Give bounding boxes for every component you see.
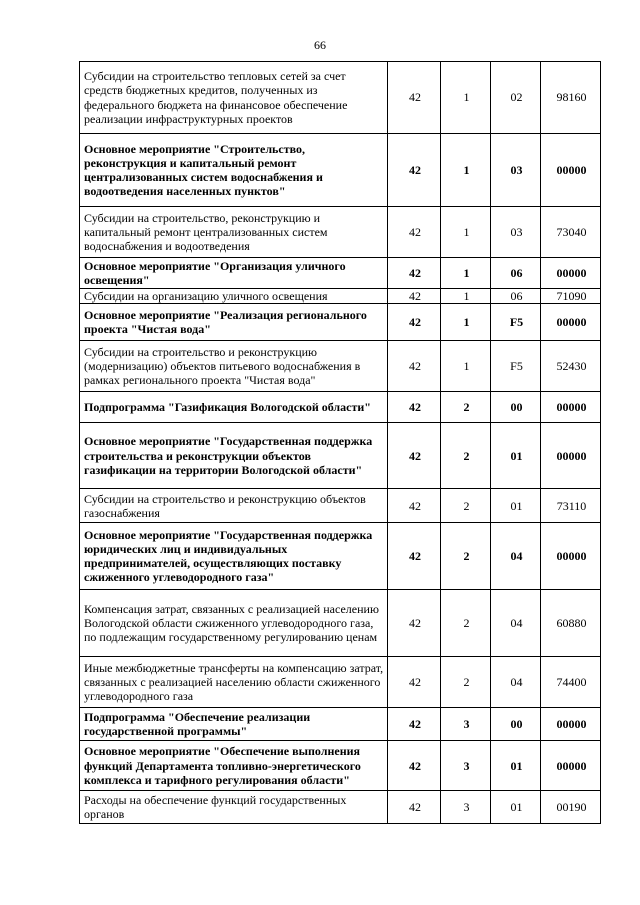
row-description: Основное мероприятие "Государственная поддержка строительства и реконструкции объектов газификации на территории Вологодской области" [80,423,388,489]
code-cell-4: 00190 [541,791,601,824]
code-cell-3: 03 [491,134,541,207]
code-cell-1: 42 [388,134,441,207]
row-description: Основное мероприятие "Обеспечение выполнения функций Департамента топливно-энергетического комплекса и тарифного регулирования области" [80,741,388,791]
code-cell-4: 71090 [541,289,601,304]
code-cell-2: 3 [441,741,491,791]
table-row [80,523,601,590]
code-cell-2: 2 [441,489,491,523]
table-row [80,741,601,791]
code-cell-4: 00000 [541,423,601,489]
table-row [80,791,601,824]
table-row [80,657,601,708]
code-cell-4: 73110 [541,489,601,523]
table-row [80,62,601,134]
code-cell-4: 00000 [541,134,601,207]
code-cell-3: 01 [491,741,541,791]
row-description: Субсидии на строительство и реконструкцию объектов газоснабжения [80,489,388,523]
code-cell-1: 42 [388,341,441,392]
code-cell-3: 06 [491,258,541,289]
row-description: Компенсация затрат, связанных с реализацией населению Вологодской области сжиженного углеводородного газа, по подлежащим государственному регулированию ценам [80,590,388,657]
row-description: Субсидии на строительство и реконструкцию (модернизацию) объектов питьевого водоснабжения в рамках регионального проекта "Чистая вода" [80,341,388,392]
budget-table [79,61,601,824]
row-description: Иные межбюджетные трансферты на компенсацию затрат, связанных с реализацией населению области сжиженного углеводородного газа [80,657,388,708]
code-cell-1: 42 [388,489,441,523]
code-cell-4: 00000 [541,708,601,741]
code-cell-2: 1 [441,289,491,304]
code-cell-3: 01 [491,489,541,523]
code-cell-4: 00000 [541,523,601,590]
code-cell-4: 73040 [541,207,601,258]
table-row [80,489,601,523]
table-row [80,708,601,741]
code-cell-3: 00 [491,392,541,423]
row-description: Субсидии на строительство, реконструкцию и капитальный ремонт централизованных систем водоснабжения и водоотведения [80,207,388,258]
code-cell-3: 00 [491,708,541,741]
table-row [80,304,601,341]
row-description: Субсидии на строительство тепловых сетей за счет средств бюджетных кредитов, полученных из федерального бюджета на финансовое обеспечение реализации инфраструктурных проектов [80,62,388,134]
code-cell-4: 74400 [541,657,601,708]
code-cell-4: 52430 [541,341,601,392]
code-cell-4: 00000 [541,741,601,791]
row-description: Основное мероприятие "Государственная поддержка юридических лиц и индивидуальных предпринимателей, осуществляющих поставку сжиженного углеводородного газа" [80,523,388,590]
code-cell-3: 04 [491,657,541,708]
row-description: Основное мероприятие "Реализация регионального проекта "Чистая вода" [80,304,388,341]
code-cell-1: 42 [388,708,441,741]
table-row [80,392,601,423]
code-cell-2: 2 [441,590,491,657]
code-cell-2: 1 [441,341,491,392]
code-cell-1: 42 [388,523,441,590]
table-row [80,207,601,258]
code-cell-1: 42 [388,590,441,657]
code-cell-1: 42 [388,657,441,708]
code-cell-1: 42 [388,289,441,304]
code-cell-4: 00000 [541,304,601,341]
table-row [80,341,601,392]
code-cell-2: 1 [441,258,491,289]
code-cell-3: 04 [491,590,541,657]
code-cell-1: 42 [388,791,441,824]
code-cell-3: 01 [491,791,541,824]
code-cell-4: 00000 [541,258,601,289]
code-cell-3: 06 [491,289,541,304]
row-description: Основное мероприятие "Организация уличного освещения" [80,258,388,289]
table-row [80,289,601,304]
code-cell-2: 1 [441,207,491,258]
code-cell-1: 42 [388,741,441,791]
row-description: Подпрограмма "Обеспечение реализации государственной программы" [80,708,388,741]
code-cell-3: 02 [491,62,541,134]
code-cell-1: 42 [388,62,441,134]
code-cell-3: 01 [491,423,541,489]
code-cell-2: 1 [441,134,491,207]
code-cell-2: 2 [441,523,491,590]
code-cell-2: 2 [441,423,491,489]
code-cell-3: 03 [491,207,541,258]
table-row [80,590,601,657]
code-cell-2: 2 [441,392,491,423]
page-number: 66 [314,38,326,52]
budget-table-body [80,62,601,824]
table-row [80,258,601,289]
code-cell-3: F5 [491,341,541,392]
row-description: Подпрограмма "Газификация Вологодской области" [80,392,388,423]
code-cell-4: 00000 [541,392,601,423]
code-cell-1: 42 [388,207,441,258]
code-cell-2: 1 [441,62,491,134]
table-row [80,134,601,207]
code-cell-4: 60880 [541,590,601,657]
code-cell-2: 3 [441,708,491,741]
code-cell-1: 42 [388,304,441,341]
row-description: Расходы на обеспечение функций государственных органов [80,791,388,824]
row-description: Основное мероприятие "Строительство, реконструкция и капитальный ремонт централизованных систем водоснабжения и водоотведения населенных пунктов" [80,134,388,207]
code-cell-3: F5 [491,304,541,341]
code-cell-2: 1 [441,304,491,341]
code-cell-1: 42 [388,258,441,289]
code-cell-4: 98160 [541,62,601,134]
code-cell-2: 3 [441,791,491,824]
code-cell-1: 42 [388,392,441,423]
code-cell-1: 42 [388,423,441,489]
code-cell-2: 2 [441,657,491,708]
row-description: Субсидии на организацию уличного освещения [80,289,388,304]
table-row [80,423,601,489]
code-cell-3: 04 [491,523,541,590]
